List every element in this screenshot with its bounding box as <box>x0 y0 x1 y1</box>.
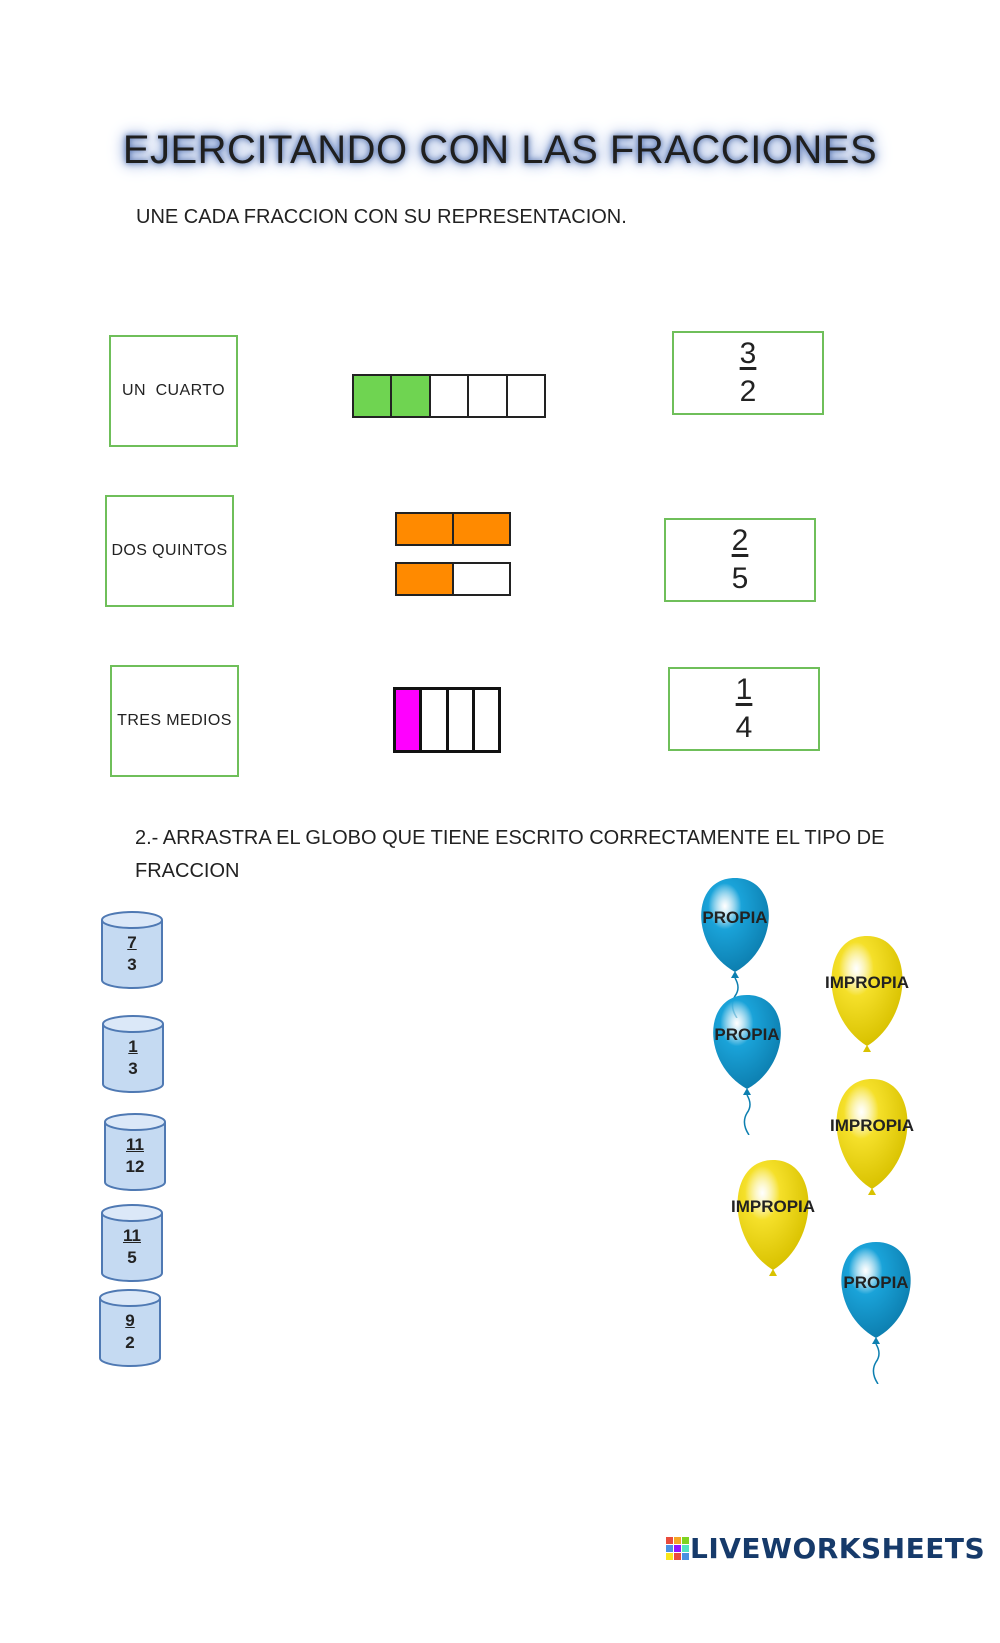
bar-cell <box>452 562 511 596</box>
fraction-jar[interactable] <box>98 1288 162 1368</box>
jar-denominator: 3 <box>128 1059 138 1078</box>
fraction-numerator: 2 <box>731 524 749 557</box>
representation-two-bars-halves[interactable] <box>395 512 511 596</box>
jar-numerator: 9 <box>125 1311 135 1330</box>
bar-cell <box>446 687 475 753</box>
jar-denominator: 5 <box>127 1248 137 1267</box>
jar-numerator: 7 <box>127 933 137 952</box>
word-box-un-cuarto[interactable] <box>109 335 238 447</box>
bar-cell <box>452 512 511 546</box>
liveworksheets-logo <box>666 1532 985 1565</box>
fraction-jar[interactable] <box>100 910 164 990</box>
jar-fraction-label <box>103 1134 167 1178</box>
fraction-jar[interactable] <box>100 1203 164 1283</box>
balloon-draggable[interactable] <box>730 1160 816 1286</box>
bar-row <box>395 562 511 596</box>
footer-brand: LIVEWORKSHEETS <box>690 1532 986 1565</box>
fraction-box-3-2[interactable] <box>672 331 824 415</box>
jar-fraction-label <box>100 932 164 976</box>
fraction-box-1-4[interactable] <box>668 667 820 751</box>
balloon-label: IMPROPIA <box>730 1197 816 1217</box>
balloon-label: PROPIA <box>714 1025 780 1045</box>
bar-cell <box>419 687 448 753</box>
word-box-dos-quintos[interactable] <box>105 495 234 607</box>
word-box-label: TRES MEDIOS <box>117 712 232 729</box>
fraction-jar[interactable] <box>103 1112 167 1192</box>
balloon-icon <box>730 1160 816 1286</box>
balloon-icon <box>834 1242 918 1384</box>
bar-row <box>395 512 511 546</box>
bar-cell <box>429 374 469 418</box>
jar-denominator: 12 <box>125 1157 145 1176</box>
bar-cell <box>352 374 392 418</box>
balloon-label: PROPIA <box>843 1273 909 1293</box>
representation-bar-fifths[interactable] <box>352 374 546 418</box>
word-box-label: UN CUARTO <box>122 382 225 399</box>
fraction-numerator: 1 <box>735 673 753 706</box>
balloon-label: PROPIA <box>702 908 768 928</box>
fraction-box-2-5[interactable] <box>664 518 816 602</box>
balloon-label: IMPROPIA <box>829 1116 915 1136</box>
representation-bar-quarters[interactable] <box>393 687 501 753</box>
bar-cell <box>393 687 422 753</box>
jar-numerator: 1 <box>128 1037 138 1056</box>
jar-fraction-label <box>101 1036 165 1080</box>
balloon-label: IMPROPIA <box>824 973 910 993</box>
logo-grid-icon <box>666 1537 690 1561</box>
balloon-draggable[interactable] <box>834 1242 918 1384</box>
instruction-1: UNE CADA FRACCION CON SU REPRESENTACION. <box>136 206 627 228</box>
instruction-2-line2: FRACCION <box>135 860 240 882</box>
balloon-icon <box>829 1079 915 1205</box>
jar-fraction-label <box>100 1225 164 1269</box>
bar-cell <box>390 374 430 418</box>
balloon-icon <box>824 936 910 1062</box>
fraction-numerator: 3 <box>739 337 757 370</box>
balloon-draggable[interactable] <box>829 1079 915 1205</box>
fraction-jar[interactable] <box>101 1014 165 1094</box>
bar-cell <box>467 374 507 418</box>
jar-denominator: 3 <box>127 955 137 974</box>
bar-cell <box>506 374 546 418</box>
bar-cell <box>395 562 454 596</box>
page-title: EJERCITANDO CON LAS FRACCIONES <box>122 128 878 172</box>
jar-fraction-label <box>98 1310 162 1354</box>
word-box-label: DOS QUINTOS <box>111 542 228 559</box>
balloon-draggable[interactable] <box>706 995 788 1135</box>
fraction-denominator: 2 <box>739 375 757 408</box>
word-box-tres-medios[interactable] <box>110 665 239 777</box>
jar-numerator: 11 <box>126 1135 144 1154</box>
fraction-denominator: 4 <box>735 711 753 744</box>
bar-cell <box>472 687 501 753</box>
bar-cell <box>395 512 454 546</box>
balloon-draggable[interactable] <box>824 936 910 1062</box>
jar-denominator: 2 <box>125 1333 135 1352</box>
instruction-2-line1: 2.- ARRASTRA EL GLOBO QUE TIENE ESCRITO CORRECTAMENTE EL TIPO DE <box>135 827 885 849</box>
fraction-denominator: 5 <box>731 562 749 595</box>
balloon-icon <box>706 995 788 1135</box>
jar-numerator: 11 <box>123 1226 141 1245</box>
